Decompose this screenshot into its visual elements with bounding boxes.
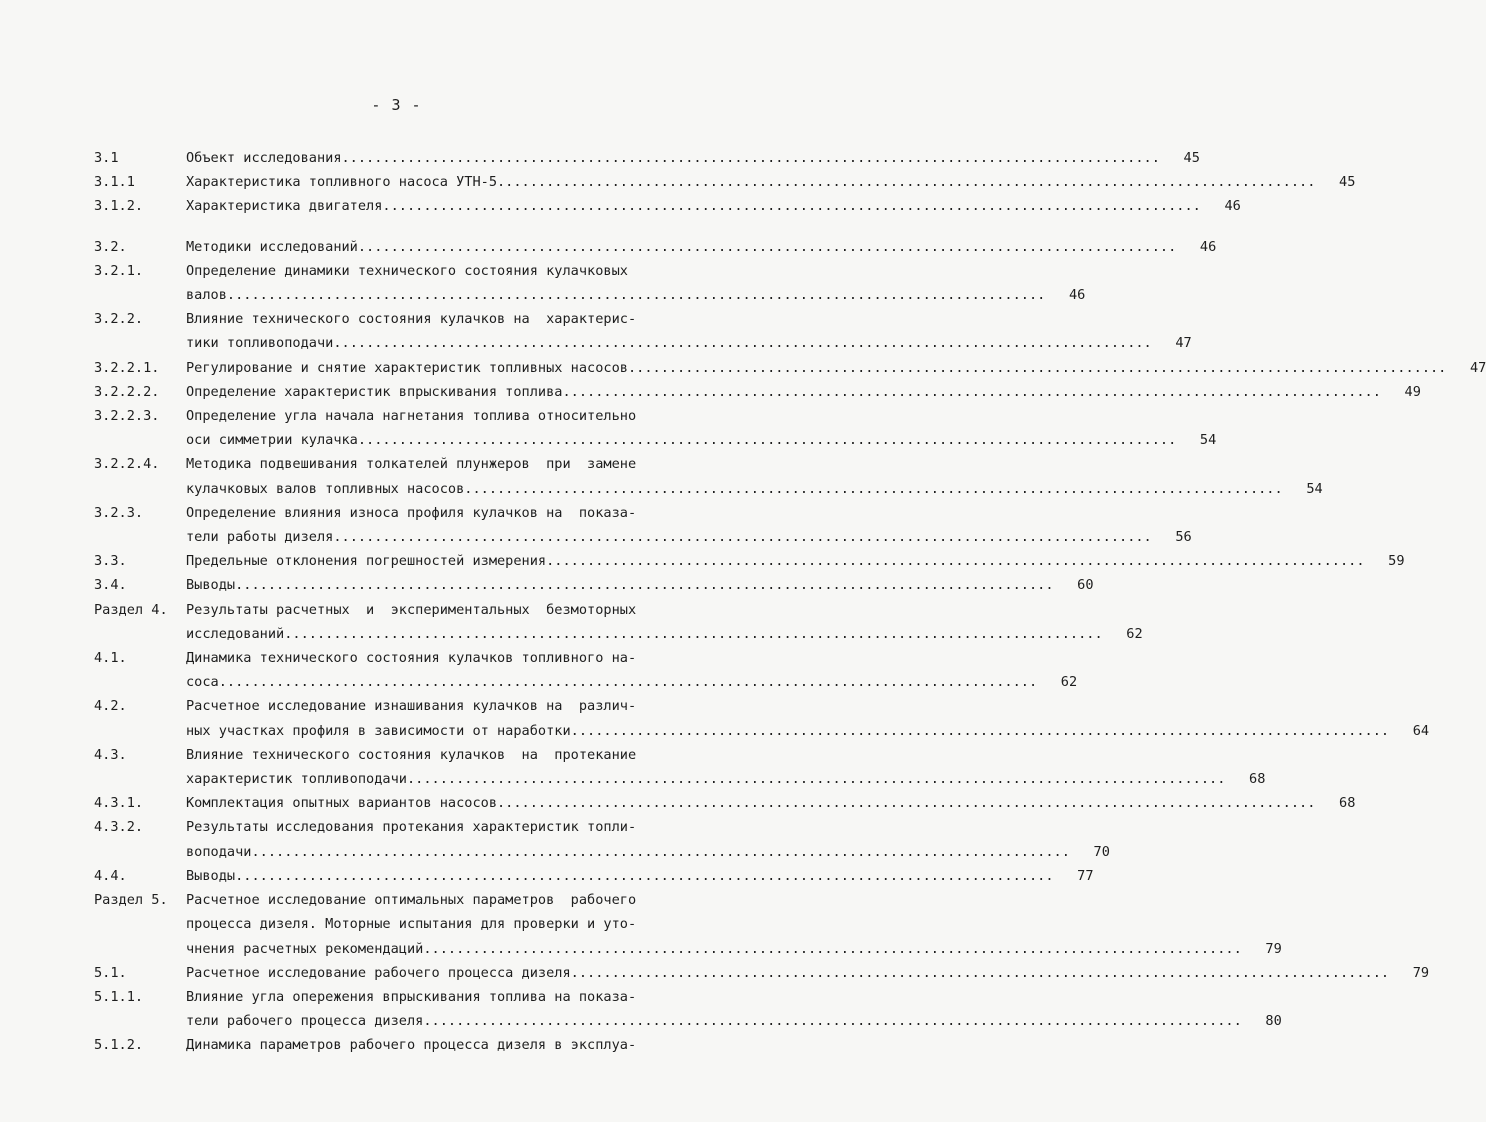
toc-page: 64 [1412,722,1430,739]
toc-title: Расчетное исследование рабочего процесса дизеля [186,964,571,981]
toc-title: чнения расчетных рекомендаций [186,940,424,957]
toc-page: 46 [1068,287,1086,304]
toc-page: 77 [1077,867,1094,884]
toc-entry [94,259,1086,307]
toc-title: Характеристика двигателя [186,198,383,215]
toc-title: оси симметрии кулачка [186,432,358,449]
toc-entry [94,356,1486,380]
toc-page: 62 [1060,674,1078,691]
toc-title: Характеристика топливного насоса УТН-5 [186,174,497,191]
toc-page: 68 [1249,771,1266,788]
toc-title: воподачи [186,843,252,860]
toc-entry [94,194,1241,218]
toc-entry [94,694,1430,742]
toc-number: 5.1.2. [94,1037,144,1054]
toc-page: 54 [1199,432,1217,449]
toc-page: 49 [1404,383,1421,400]
toc-number: 3.2.2.2. [94,383,160,400]
toc-number: 3.2.3. [94,504,144,521]
toc-entry [94,743,1266,791]
toc-number: 4.3. [94,746,127,763]
toc-number: 4.4. [94,867,127,884]
toc-number: 3.2.2. [94,311,144,328]
toc-title: исследований [186,625,285,642]
toc-page: 47 [1175,335,1192,352]
toc-page: 60 [1077,577,1094,594]
toc-title: Объект исследования [186,150,342,166]
toc-title: тики топливоподачи [186,335,334,352]
toc-page: 46 [1224,198,1241,215]
toc-number: 3.4. [94,577,127,594]
toc-entry [94,864,1094,888]
toc-page: 70 [1093,843,1110,860]
toc-number: 3.1.1 [94,174,135,191]
toc-title: характеристик топливоподачи [186,771,407,788]
toc-page: 68 [1339,795,1356,812]
toc-entry [94,452,1323,500]
toc-entry [94,791,1356,815]
toc-entry [94,501,1192,549]
toc-number: 4.3.1. [94,795,144,812]
toc-page: 45 [1339,174,1356,191]
toc-entry [94,170,1356,194]
toc-title: тели работы дизеля [186,529,334,546]
toc-page: 80 [1265,1013,1282,1030]
toc-entry [94,404,1217,452]
toc-title: Определение влияния износа профиля кулачков на показа- [186,504,637,521]
toc-number: 3.3. [94,553,127,570]
toc-entry [94,961,1430,985]
toc-title: ных участках профиля в зависимости от наработки [186,722,571,739]
toc-title: Определение угла начала нагнетания топлива относительно [186,408,637,425]
toc-number: 4.2. [94,698,127,715]
toc-number: Раздел 4. [94,601,168,618]
page-number: - 3 - [371,96,422,114]
toc-title: Методика подвешивания толкателей плунжеров при замене [186,456,637,473]
toc-title: Результаты расчетных и экспериментальных безмоторных [186,601,637,618]
toc-title: Выводы [186,867,236,884]
toc-title: Влияние технического состояния кулачков на характерис- [186,311,637,328]
table-of-contents [94,146,1486,1058]
toc-title: Расчетное исследование изнашивания кулачков на различ- [186,698,637,715]
toc-title: Методики исследований [186,238,358,255]
toc-title: валов [186,287,227,304]
toc-entry [94,815,1110,863]
toc-number: 5.1.1. [94,988,144,1005]
toc-title: Динамика параметров рабочего процесса дизеля в эксплуа- [186,1037,637,1054]
toc-title: тели рабочего процесса дизеля [186,1013,424,1030]
toc-entry [94,307,1192,355]
toc-page: 59 [1388,553,1405,570]
toc-page: 45 [1183,150,1200,166]
toc-title: кулачковых валов топливных насосов [186,480,465,497]
toc-number: 3.2.1. [94,262,144,279]
toc-page: 47 [1470,359,1486,376]
toc-title: соса [186,674,219,691]
toc-number: 3.2.2.1. [94,359,160,376]
toc-title: Определение динамики технического состояния кулачковых [186,262,628,279]
toc-title: Регулирование и снятие характеристик топливных насосов [186,359,628,376]
toc-number: 3.2. [94,238,127,255]
toc-title: Выводы [186,577,236,594]
toc-title: Результаты исследования протекания характеристик топли- [186,819,637,836]
toc-entry [94,380,1421,404]
toc-page: 54 [1306,480,1323,497]
toc-title: Динамика технического состояния кулачков топливного на- [186,650,637,667]
toc-title: Определение характеристик впрыскивания топлива [186,383,563,400]
toc-number: 5.1. [94,964,127,981]
toc-entry [94,1033,754,1057]
toc-page: 79 [1265,940,1282,957]
toc-number: 3.2.2.3. [94,408,160,425]
toc-number: 4.1. [94,650,127,667]
toc-entry [94,985,1282,1033]
toc-entry [94,573,1094,597]
toc-entry [94,598,1143,646]
toc-title: Влияние угла опережения впрыскивания топлива на показа- [186,988,637,1005]
toc-entry [94,146,1200,170]
toc-entry [94,235,1217,259]
toc-page: 79 [1412,964,1430,981]
toc-title: Комплектация опытных вариантов насосов [186,795,497,812]
toc-number: 3.1.2. [94,198,144,215]
toc-entry [94,549,1405,573]
toc-title: процесса дизеля. Моторные испытания для проверки и уто- [186,916,637,933]
toc-number: Раздел 5. [94,892,168,909]
toc-title: Расчетное исследование оптимальных параметров рабочего [186,892,637,909]
toc-page: 46 [1199,238,1217,255]
toc-entry [94,646,1078,694]
toc-number: 3.2.2.4. [94,456,160,473]
toc-page: 62 [1126,625,1143,642]
toc-number: 3.1 [94,150,119,166]
toc-title: Предельные отклонения погрешностей измерения [186,553,547,570]
toc-number: 4.3.2. [94,819,144,836]
toc-title: Влияние технического состояния кулачков на протекание [186,746,637,763]
toc-entry [94,888,1282,961]
toc-page: 56 [1175,529,1192,546]
